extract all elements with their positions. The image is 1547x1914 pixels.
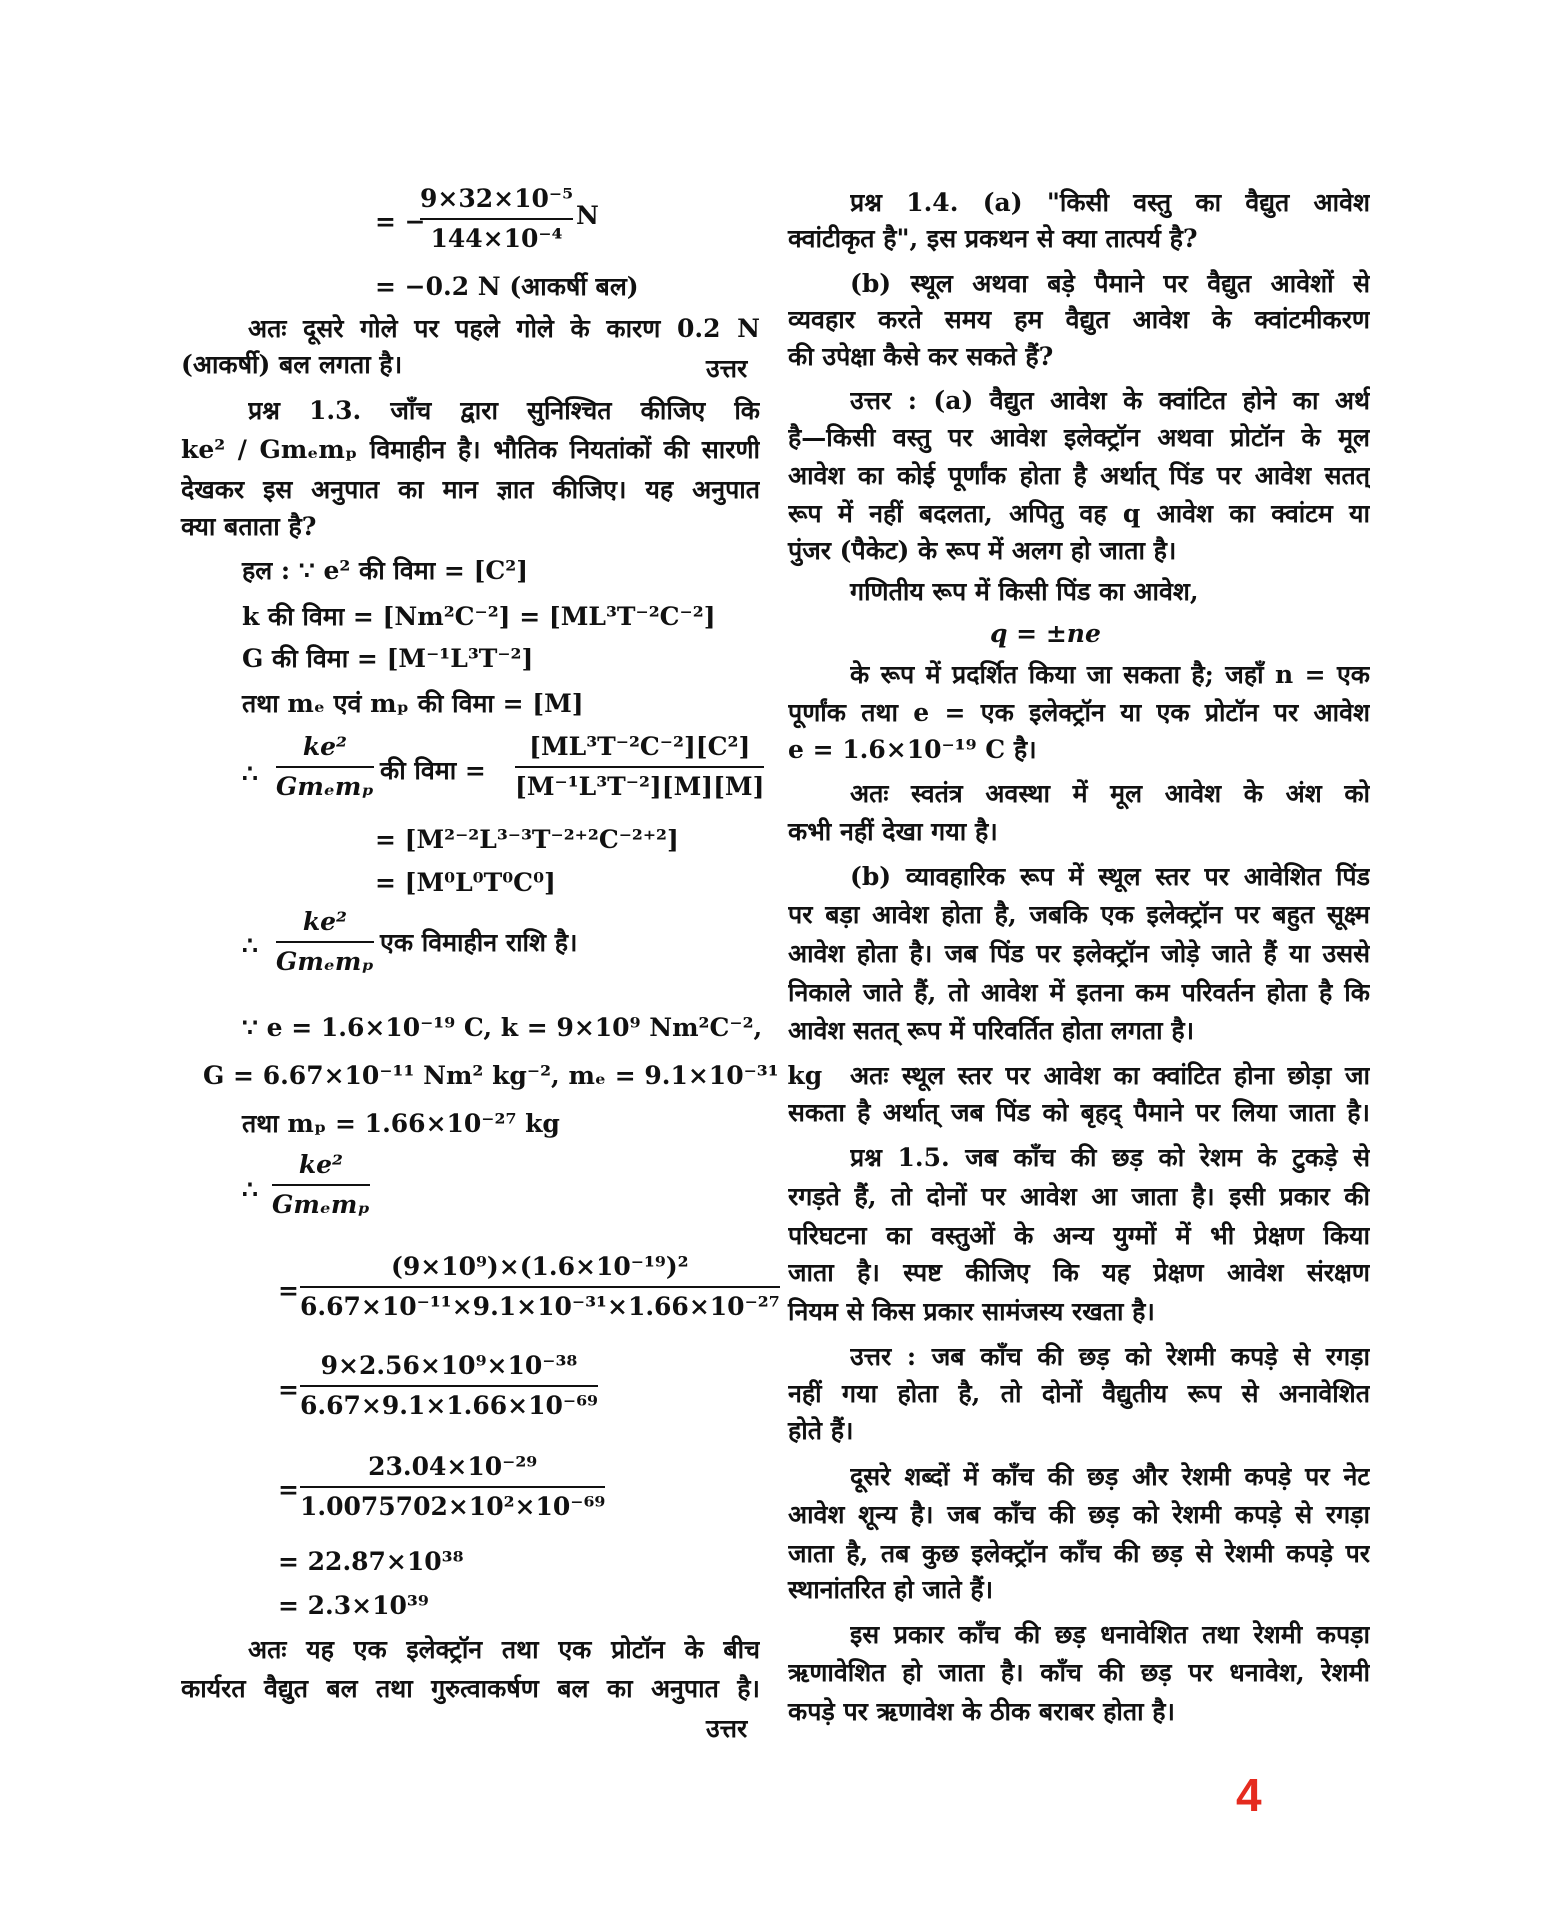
right-text-line: के रूप में प्रदर्शित किया जा सकता है; जहाँ n = एक [850, 660, 1370, 689]
denominator: 144×10⁻⁴ [430, 224, 563, 253]
fraction-bar [420, 218, 573, 220]
question-1-3-line: ke² / Gmₑmₚ विमाहीन है। भौतिक नियतांकों की सारणी [181, 435, 760, 464]
right-text-line: आवेश शून्य है। जब काँच की छड़ को रेशमी कपड़े से रगड़ा [788, 1500, 1370, 1529]
fraction-force [420, 182, 573, 256]
fraction-bar [300, 1486, 605, 1488]
right-text-line: स्थानांतरित हो जाते हैं। [788, 1575, 994, 1604]
answer-mark: उत्तर [706, 1714, 748, 1743]
unit-n: N [576, 201, 599, 230]
numerator: 9×2.56×10⁹×10⁻³⁸ [320, 1351, 578, 1380]
solution-line: G की विमा = [M⁻¹L³T⁻²] [242, 644, 534, 673]
right-text-line: अतः स्थूल स्तर पर आवेश का क्वांटित होना छोड़ा जा [850, 1061, 1370, 1090]
right-text-line: पुंजर (पैकेट) के रूप में अलग हो जाता है। [788, 536, 1177, 565]
right-text-line: की उपेक्षा कैसे कर सकते हैं? [788, 342, 1054, 371]
right-text-line: कभी नहीं देखा गया है। [788, 817, 998, 846]
right-text-line: नहीं गया होता है, तो दोनों वैद्युतीय रूप से अनावेशित [788, 1379, 1370, 1408]
denominator: Gmₑmₚ [272, 1190, 370, 1219]
right-text-line: सकता है अर्थात् जब पिंड को बृहद् पैमाने पर लिया जाता है। [788, 1098, 1370, 1127]
right-text-line: आवेश सतत् रूप में परिवर्तित होता लगता है। [788, 1016, 1195, 1045]
right-text-line: रगड़ते हैं, तो दोनों पर आवेश आ जाता है। इसी प्रकार की [788, 1182, 1370, 1211]
solution-line: k की विमा = [Nm²C⁻²] = [ML³T⁻²C⁻²] [242, 602, 716, 631]
fraction-ratio [276, 905, 374, 979]
right-text-line: कपड़े पर ऋणावेश के ठीक बराबर होता है। [788, 1697, 1176, 1726]
question-1-3-line: प्रश्न 1.3. जाँच द्वारा सुनिश्चित कीजिए कि [248, 396, 760, 425]
solution-line: तथा mₑ एवं mₚ की विमा = [M] [242, 689, 584, 718]
right-text-line: आवेश का कोई पूर्णांक होता है अर्थात् पिंड पर आवेश सतत् [788, 461, 1370, 490]
answer-mark: उत्तर [706, 354, 748, 383]
denominator: [M⁻¹L³T⁻²][M][M] [515, 772, 765, 801]
question-1-3-line: क्या बताता है? [181, 512, 317, 541]
constants-line: ∵ e = 1.6×10⁻¹⁹ C, k = 9×10⁹ Nm²C⁻², [242, 1013, 763, 1042]
right-text-line: होते हैं। [788, 1416, 854, 1445]
conclusion-line: कार्यरत वैद्युत बल तथा गुरुत्वाकर्षण बल का अनुपात है। [181, 1674, 760, 1703]
force-result: = −0.2 N (आकर्षी बल) [375, 272, 639, 301]
dimension-step: = [M²⁻²L³⁻³T⁻²⁺²C⁻²⁺²] [375, 825, 679, 854]
right-text-line: व्यवहार करते समय हम वैद्युत आवेश के क्वांटमीकरण [788, 305, 1370, 334]
right-text-line: पूर्णांक तथा e = एक इलेक्ट्रॉन या एक प्रोटॉन पर आवेश [788, 698, 1370, 727]
right-text-line: नियम से किस प्रकार सामंजस्य रखता है। [788, 1297, 1155, 1326]
right-text-line: इस प्रकार काँच की छड़ धनावेशित तथा रेशमी कपड़ा [850, 1620, 1370, 1649]
solution-line: हल : ∵ e² की विमा = [C²] [242, 556, 529, 585]
therefore-symbol: ∴ [242, 931, 258, 960]
fraction-bar [300, 1385, 598, 1387]
right-text-line: परिघटना का वस्तुओं के अन्य युग्मों में भी प्रेक्षण किया [788, 1221, 1370, 1250]
constants-line: G = 6.67×10⁻¹¹ Nm² kg⁻², mₑ = 9.1×10⁻³¹ kg [203, 1061, 823, 1090]
conclusion-line: अतः यह एक इलेक्ट्रॉन तथा एक प्रोटॉन के बीच [248, 1635, 760, 1664]
numerator: ke² [302, 732, 347, 761]
dimensionless-statement: एक विमाहीन राशि है। [380, 928, 578, 957]
denominator: 6.67×9.1×1.66×10⁻⁶⁹ [300, 1391, 598, 1420]
numerator: ke² [298, 1150, 343, 1179]
constants-line: तथा mₚ = 1.66×10⁻²⁷ kg [242, 1109, 560, 1138]
question-1-3-line: देखकर इस अनुपात का मान ज्ञात कीजिए। यह अनुपात [181, 475, 760, 504]
equals-sign: = [278, 1475, 299, 1504]
therefore-symbol: ∴ [242, 759, 258, 788]
right-text-line: ऋणावेशित हो जाता है। काँच की छड़ पर धनावेश, रेशमी [788, 1658, 1370, 1687]
denominator: 6.67×10⁻¹¹×9.1×10⁻³¹×1.66×10⁻²⁷ [300, 1292, 780, 1321]
right-text-line: निकाले जाते हैं, तो आवेश में इतना कम परिवर्तन होता है कि [788, 978, 1370, 1007]
answer-line: (आकर्षी) बल लगता है। [181, 350, 403, 379]
right-text-line: जाता है, तब कुछ इलेक्ट्रॉन काँच की छड़ से रेशमी कपड़े पर [788, 1539, 1370, 1568]
numerator: ke² [302, 907, 347, 936]
fraction-bar [300, 1286, 780, 1288]
therefore-symbol: ∴ [242, 1175, 258, 1204]
fraction-bar [276, 941, 374, 943]
right-text-line: है—किसी वस्तु पर आवेश इलेक्ट्रॉन अथवा प्रोटॉन के मूल [788, 423, 1370, 452]
fraction-ratio [272, 1148, 370, 1222]
right-text-line: e = 1.6×10⁻¹⁹ C है। [788, 735, 1037, 764]
equals-sign: = [278, 1375, 299, 1404]
denominator: Gmₑmₚ [276, 947, 374, 976]
right-text-line: q = ±ne [990, 619, 1101, 648]
numerator: (9×10⁹)×(1.6×10⁻¹⁹)² [391, 1252, 689, 1281]
fraction-calc-2 [300, 1349, 598, 1423]
right-text-line: रूप में नहीं बदलता, अपितु वह q आवेश का क्वांटम या [788, 499, 1370, 528]
fraction-calc-3 [300, 1450, 605, 1524]
right-text-line: (b) स्थूल अथवा बड़े पैमाने पर वैद्युत आवेशों से [850, 269, 1370, 298]
fraction-bar [276, 766, 374, 768]
fraction-bar [515, 766, 764, 768]
denominator: Gmₑmₚ [276, 772, 374, 801]
numerator: [ML³T⁻²C⁻²][C²] [529, 732, 751, 761]
equals-sign: = [278, 1276, 299, 1305]
fraction-dimension [515, 730, 764, 804]
right-text-line: उत्तर : जब काँच की छड़ को रेशमी कपड़े से रगड़ा [850, 1342, 1370, 1371]
right-text-line: प्रश्न 1.5. जब काँच की छड़ को रेशम के टुकड़े से [850, 1143, 1370, 1172]
right-text-line: (b) व्यावहारिक रूप में स्थूल स्तर पर आवेशित पिंड [850, 862, 1370, 891]
result-line: = 22.87×10³⁸ [278, 1547, 464, 1576]
right-text-line: जाता है। स्पष्ट कीजिए कि यह प्रेक्षण आवेश संरक्षण [788, 1258, 1370, 1287]
fraction-calc-1 [300, 1250, 780, 1324]
numerator: 23.04×10⁻²⁹ [368, 1452, 538, 1481]
right-text-line: दूसरे शब्दों में काँच की छड़ और रेशमी कपड़े पर नेट [850, 1462, 1370, 1491]
right-text-line: गणितीय रूप में किसी पिंड का आवेश, [850, 577, 1199, 606]
right-text-line: प्रश्न 1.4. (a) "किसी वस्तु का वैद्युत आवेश [850, 188, 1370, 217]
equation-prefix: = − [375, 207, 426, 236]
dimension-label: की विमा = [380, 756, 486, 785]
page-number: 4 [1236, 1769, 1262, 1821]
right-text-line: उत्तर : (a) वैद्युत आवेश के क्वांटित होने का अर्थ [850, 386, 1370, 415]
dimension-step: = [M⁰L⁰T⁰C⁰] [375, 868, 556, 897]
result-line: = 2.3×10³⁹ [278, 1591, 429, 1620]
fraction-ratio [276, 730, 374, 804]
denominator: 1.0075702×10²×10⁻⁶⁹ [300, 1492, 606, 1521]
answer-line: अतः दूसरे गोले पर पहले गोले के कारण 0.2 N [248, 314, 760, 343]
fraction-bar [272, 1184, 370, 1186]
right-text-line: आवेश होता है। जब पिंड पर इलेक्ट्रॉन जोड़े जाते हैं या उससे [788, 939, 1370, 968]
right-text-line: क्वांटीकृत है", इस प्रकथन से क्या तात्पर्य है? [788, 224, 1198, 253]
numerator: 9×32×10⁻⁵ [420, 184, 574, 213]
right-text-line: पर बड़ा आवेश होता है, जबकि एक इलेक्ट्रॉन पर बहुत सूक्ष्म [788, 900, 1370, 929]
right-text-line: अतः स्वतंत्र अवस्था में मूल आवेश के अंश को [850, 779, 1370, 808]
